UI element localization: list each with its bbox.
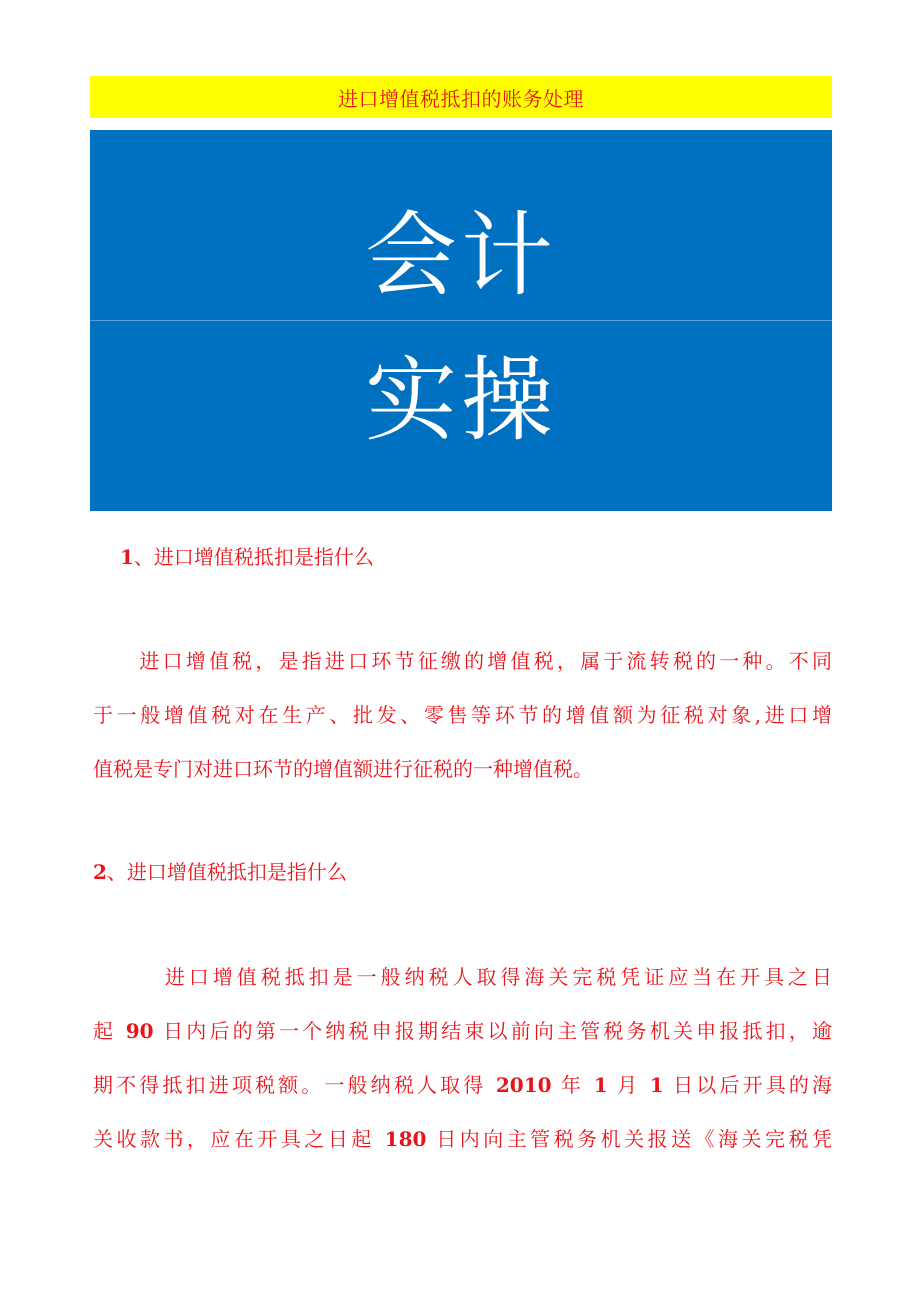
paragraph-line xyxy=(93,1058,832,1112)
text-run: 日以后开具的海 xyxy=(663,1073,833,1097)
section-2-heading xyxy=(93,858,347,886)
year-2010: 2010 xyxy=(495,1073,552,1097)
text-run: 月 xyxy=(607,1073,650,1097)
section-2-paragraph xyxy=(93,950,832,1166)
days-180: 180 xyxy=(384,1127,427,1151)
section-1-heading xyxy=(120,543,374,571)
text-run: 年 xyxy=(551,1073,594,1097)
paragraph-line xyxy=(93,1004,832,1058)
hero-banner xyxy=(90,130,832,511)
paragraph-line xyxy=(93,1112,832,1166)
section-1-heading-text: 、进口增值税抵扣是指什么 xyxy=(133,545,374,569)
section-1-number: 1 xyxy=(120,545,134,569)
day-1: 1 xyxy=(649,1073,664,1097)
paragraph-line: 进口增值税，是指进口环节征缴的增值税，属于流转税的一种。不同 xyxy=(93,649,832,673)
paragraph-line: 于一般增值税对在生产、批发、零售等环节的增值额为征税对象,进口增 xyxy=(93,703,832,727)
paragraph-line: 进口增值税抵扣是一般纳税人取得海关完税凭证应当在开具之日 xyxy=(93,965,832,989)
text-run: 关收款书，应在开具之日起 xyxy=(93,1127,385,1151)
section-1-paragraph xyxy=(93,634,832,796)
paragraph-line: 值税是专门对进口环节的增值额进行征税的一种增值税。 xyxy=(93,757,593,781)
month-1: 1 xyxy=(593,1073,608,1097)
hero-line-1: 会计 xyxy=(364,202,557,309)
hero-divider xyxy=(90,320,832,321)
document-title: 进口增值税抵扣的账务处理 xyxy=(338,86,584,111)
days-90: 90 xyxy=(125,1019,154,1043)
hero-line-2: 实操 xyxy=(364,347,557,454)
document-title-banner xyxy=(90,76,832,118)
text-run: 期不得抵扣进项税额。一般纳税人取得 xyxy=(93,1073,496,1097)
text-run: 日内后的第一个纳税申报期结束以前向主管税务机关申报抵扣，逾 xyxy=(153,1019,833,1043)
section-2-heading-text: 、进口增值税抵扣是指什么 xyxy=(106,860,347,884)
text-run: 起 xyxy=(93,1019,126,1043)
section-2-number: 2 xyxy=(93,860,107,884)
text-run: 日内向主管税务机关报送《海关完税凭 xyxy=(426,1127,832,1151)
